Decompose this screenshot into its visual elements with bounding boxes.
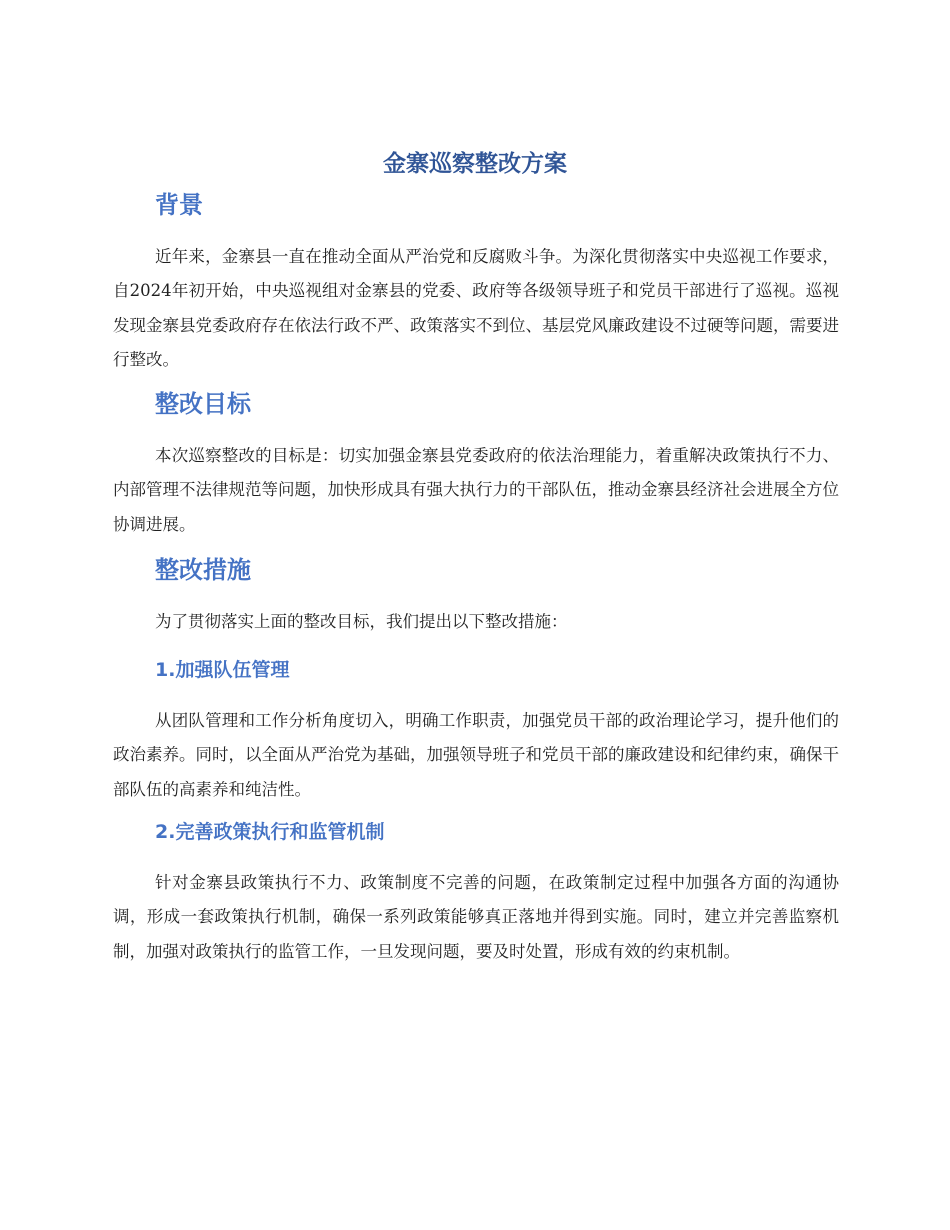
section-paragraph-background: 近年来，金寨县一直在推动全面从严治党和反腐败斗争。为深化贯彻落实中央巡视工作要求，自2024年初开始，中央巡视组对金寨县的党委、政府等各级领导班子和党员干部进行了巡视。巡视发现金寨县党委政府存在依法行政不严、政策落实不到位、基层党风廉政建设不过硬等问题，需要进行整改。: [113, 247, 839, 369]
subsection-heading-policy-supervision: 2.完善政策执行和监管机制: [155, 821, 385, 843]
section-heading-goals: 整改目标: [155, 390, 251, 418]
section-paragraph-measures: 为了贯彻落实上面的整改目标，我们提出以下整改措施：: [155, 612, 568, 631]
subsection-paragraph-policy-supervision: 针对金寨县政策执行不力、政策制度不完善的问题，在政策制定过程中加强各方面的沟通协调，形成一套政策执行机制，确保一系列政策能够真正落地并得到实施。同时，建立并完善监察机制，加强对政策执行的监管工作，一旦发现问题，要及时处置，形成有效的约束机制。: [113, 873, 839, 961]
subsection-heading-team-management: 1.加强队伍管理: [155, 659, 290, 681]
document-title: 金寨巡察整改方案: [383, 151, 567, 177]
section-heading-measures: 整改措施: [155, 556, 251, 584]
section-paragraph-goals: 本次巡察整改的目标是：切实加强金寨县党委政府的依法治理能力，着重解决政策执行不力、内部管理不法律规范等问题，加快形成具有强大执行力的干部队伍，推动金寨县经济社会进展全方位协调进展。: [113, 446, 839, 534]
subsection-paragraph-team-management: 从团队管理和工作分析角度切入，明确工作职责，加强党员干部的政治理论学习，提升他们的政治素养。同时，以全面从严治党为基础，加强领导班子和党员干部的廉政建设和纪律约束，确保干部队伍的高素养和纯洁性。: [113, 711, 839, 799]
section-heading-background: 背景: [155, 191, 203, 219]
